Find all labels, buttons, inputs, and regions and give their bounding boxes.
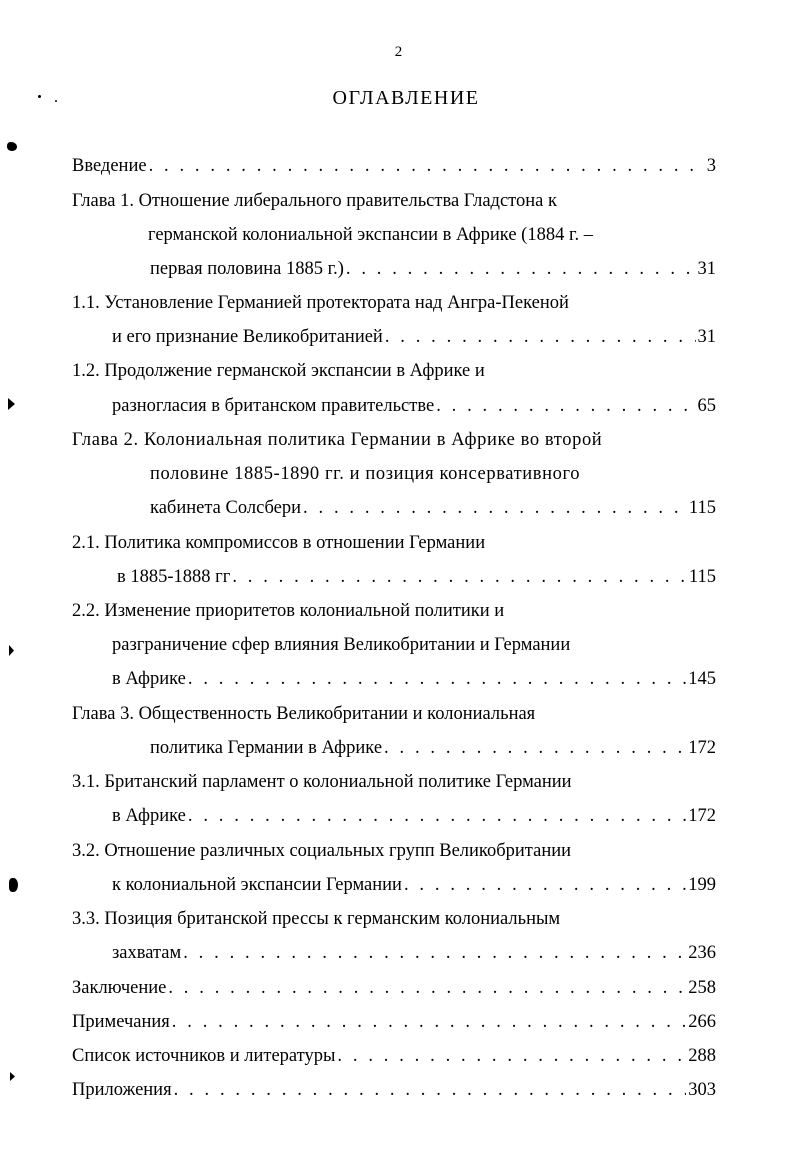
toc-title: ОГЛАВЛЕНИЕ [332, 87, 480, 109]
toc-page-number: 258 [688, 978, 716, 998]
toc-leader-dots [385, 324, 696, 350]
toc-entry-chapter-1[interactable] [150, 256, 716, 282]
scan-speck [8, 398, 15, 410]
toc-leader-dots [174, 1077, 687, 1103]
scan-speck [55, 100, 57, 102]
toc-entry-section-3-1[interactable] [112, 803, 716, 829]
toc-leader-dots [149, 153, 705, 179]
toc-entry-label: первая половина 1885 г.) [150, 259, 344, 279]
toc-entry-section-3-3-line-1[interactable]: 3.3. Позиция британской прессы к германским колониальным [72, 909, 561, 929]
toc-entry-section-3-3[interactable] [112, 940, 716, 966]
toc-page-number: 115 [688, 498, 716, 518]
toc-entry-section-1-2[interactable] [112, 393, 716, 419]
toc-entry-chapter-1-line-1[interactable]: Глава 1. Отношение либерального правительства Гладстона к [72, 191, 557, 211]
toc-entry-section-2-2[interactable] [112, 666, 716, 692]
toc-entry-notes[interactable] [72, 1009, 716, 1035]
toc-entry-label: в Африке [112, 669, 186, 689]
toc-entry-label: Список источников и литературы [72, 1046, 336, 1066]
toc-leader-dots [436, 393, 695, 419]
toc-leader-dots [188, 666, 686, 692]
toc-entry-chapter-1-line-2[interactable]: германской колониальной экспансии в Африке (1884 г. – [148, 225, 593, 245]
toc-entry-section-1-1-line-1[interactable]: 1.1. Установление Германией протектората над Ангра-Пекеной [72, 293, 569, 313]
toc-leader-dots [168, 975, 686, 1001]
toc-entry-chapter-3-line-1[interactable]: Глава 3. Общественность Великобритании и колониальная [72, 704, 536, 724]
toc-page-number: 172 [688, 738, 716, 758]
toc-entry-label: в Африке [112, 806, 186, 826]
toc-entry-label: Заключение [72, 978, 167, 998]
toc-page-number: 288 [688, 1046, 716, 1066]
toc-entry-sources[interactable] [72, 1043, 716, 1069]
toc-page-number: 199 [688, 875, 716, 895]
scan-speck [38, 95, 41, 98]
toc-leader-dots [188, 803, 686, 829]
toc-page-number: 115 [688, 567, 716, 587]
toc-entry-section-1-1[interactable] [112, 324, 716, 350]
toc-page-number: 31 [697, 259, 716, 279]
toc-page-number: 303 [688, 1080, 716, 1100]
scan-speck [7, 142, 17, 151]
toc-page-number: 145 [688, 669, 716, 689]
toc-entry-label: кабинета Солсбери [150, 498, 302, 518]
scan-speck [10, 1072, 15, 1081]
toc-entry-label: разногласия в британском правительстве [112, 396, 435, 416]
toc-page-number: 172 [688, 806, 716, 826]
toc-entry-label: к колониальной экспансии Германии [112, 875, 402, 895]
toc-entry-section-1-2-line-1[interactable]: 1.2. Продолжение германской экспансии в Африке и [72, 361, 485, 381]
toc-entry-chapter-3[interactable] [150, 735, 716, 761]
toc-leader-dots [183, 940, 686, 966]
toc-entry-label: в 1885-1888 гг [117, 567, 231, 587]
toc-entry-conclusion[interactable] [72, 975, 716, 1001]
toc-leader-dots [172, 1009, 686, 1035]
toc-page-number: 31 [697, 327, 716, 347]
toc-entry-label: Приложения [72, 1080, 172, 1100]
toc-entry-section-2-1-line-1[interactable]: 2.1. Политика компромиссов в отношении Германии [72, 533, 486, 553]
toc-leader-dots [384, 735, 686, 761]
toc-entry-chapter-2[interactable] [150, 495, 716, 521]
toc-leader-dots [232, 564, 687, 590]
toc-entry-label: Примечания [72, 1012, 170, 1032]
toc-leader-dots [337, 1043, 686, 1069]
toc-entry-section-3-2[interactable] [112, 872, 716, 898]
toc-page-number: 266 [688, 1012, 716, 1032]
toc-entry-label: захватам [112, 943, 182, 963]
scan-speck [9, 645, 14, 656]
toc-entry-appendix[interactable] [72, 1077, 716, 1103]
toc-entry-section-2-2-line-1[interactable]: 2.2. Изменение приоритетов колониальной политики и [72, 601, 505, 621]
toc-entry-chapter-2-line-1[interactable]: Глава 2. Колониальная политика Германии в Африке во второй [72, 430, 603, 450]
toc-entry-section-3-1-line-1[interactable]: 3.1. Британский парламент о колониальной политике Германии [72, 772, 572, 792]
page-number: 2 [394, 44, 403, 60]
toc-page-number: 3 [706, 156, 716, 176]
toc-entry-chapter-2-line-2[interactable]: половине 1885-1890 гг. и позиция консервативного [150, 464, 581, 484]
toc-entry-label: политика Германии в Африке [150, 738, 383, 758]
toc-entry-section-2-2-line-2[interactable]: разграничение сфер влияния Великобритании и Германии [112, 635, 571, 655]
toc-page-number: 65 [697, 396, 716, 416]
toc-leader-dots [404, 872, 686, 898]
toc-leader-dots [346, 256, 696, 282]
toc-entry-label: Введение [72, 156, 147, 176]
toc-entry-intro[interactable] [72, 153, 716, 179]
toc-entry-label: и его признание Великобританией [112, 327, 383, 347]
toc-page-number: 236 [688, 943, 716, 963]
scan-speck [9, 878, 18, 892]
toc-entry-section-3-2-line-1[interactable]: 3.2. Отношение различных социальных групп Великобритании [72, 841, 572, 861]
toc-entry-section-2-1[interactable] [117, 564, 716, 590]
toc-leader-dots [303, 495, 687, 521]
